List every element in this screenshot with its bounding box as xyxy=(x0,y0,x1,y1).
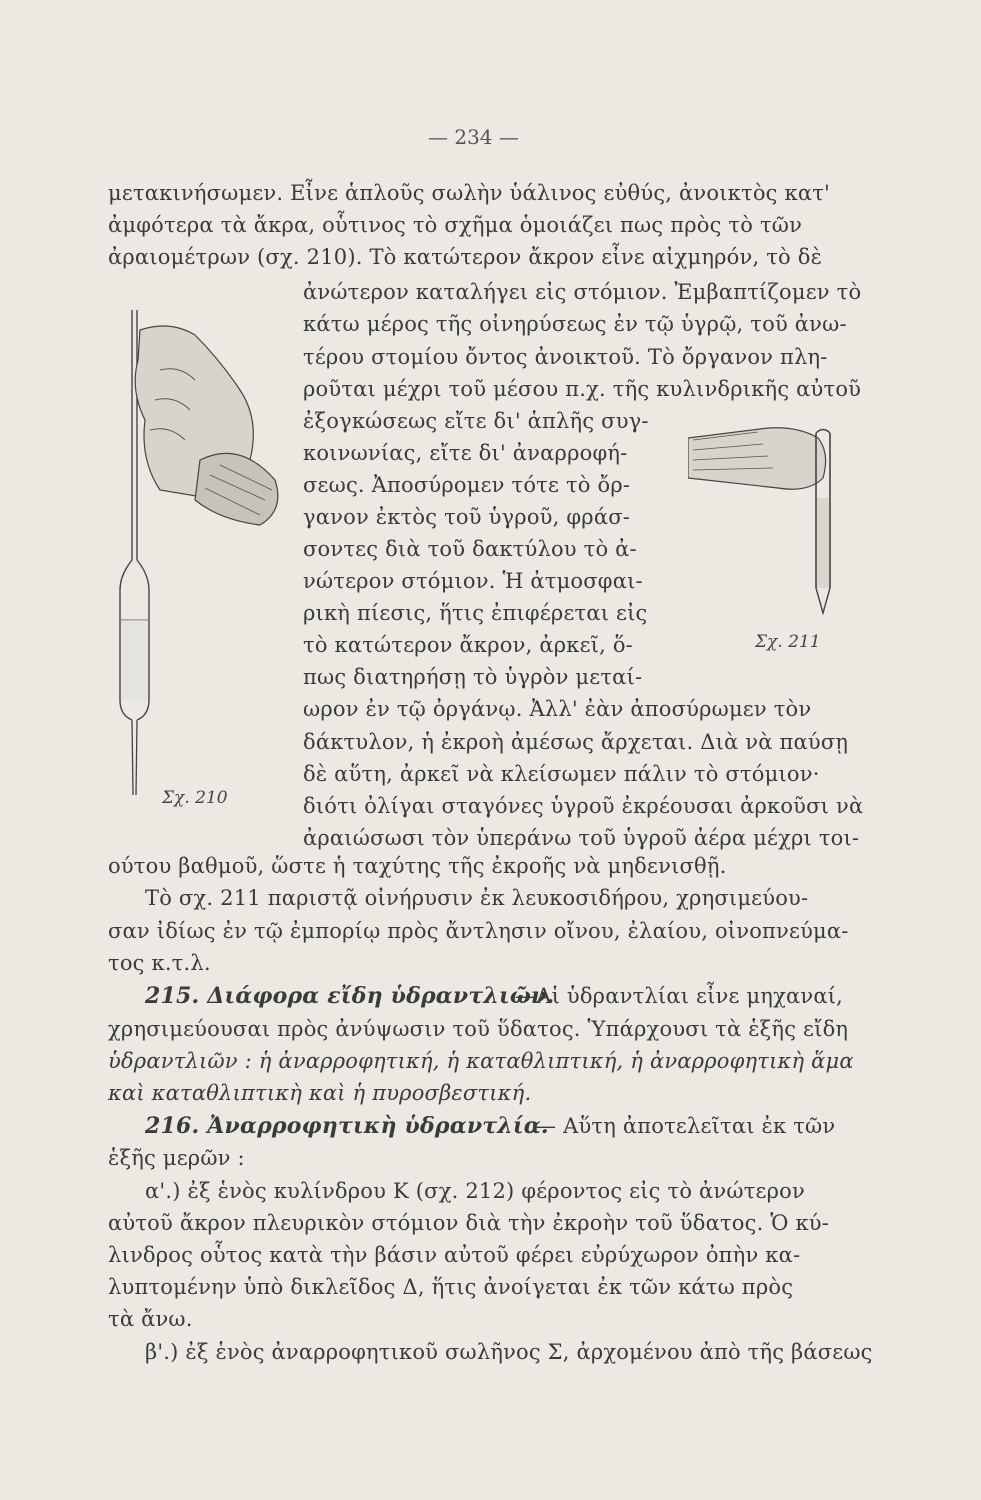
text-line: λινδρος οὗτος κατὰ τὴν βάσιν αὐτοῦ φέρει εὐρύχωρον ὀπὴν κα- xyxy=(108,1243,801,1267)
text-line: —Αἱ ὑδραντλίαι εἶνε μηχαναί, xyxy=(515,984,844,1008)
text-line: σεως. Ἀποσύρομεν τότε τὸ ὄρ- xyxy=(303,473,631,497)
text-line: τὸ κατώτερον ἄκρον, ἀρκεῖ, ὅ- xyxy=(303,633,633,657)
text-line: ἐξογκώσεως εἴτε δι' ἁπλῆς συγ- xyxy=(303,409,649,433)
text-line: κάτω μέρος τῆς οἰνηρύσεως ἐν τῷ ὑγρῷ, τοῦ ἀνω- xyxy=(303,312,847,336)
text-line: πως διατηρήσῃ τὸ ὑγρὸν μεταί- xyxy=(303,665,643,689)
text-line: γανον ἐκτὸς τοῦ ὑγροῦ, φράσ- xyxy=(303,505,631,529)
figure-210-pipette-illustration xyxy=(100,290,300,820)
text-line: — Αὕτη ἀποτελεῖται ἐκ τῶν xyxy=(535,1114,836,1138)
text-line: αὐτοῦ ἄκρον πλευρικὸν στόμιον διὰ τὴν ἐκροὴν τοῦ ὕδατος. Ὁ κύ- xyxy=(108,1211,830,1235)
text-line: ἀμφότερα τὰ ἄκρα, οὗτινος τὸ σχῆμα ὁμοιάζει πως πρὸς τὸ τῶν xyxy=(108,213,803,237)
text-line: ρικὴ πίεσις, ἥτις ἐπιφέρεται εἰς xyxy=(303,601,648,625)
page-number: — 234 — xyxy=(428,125,519,149)
figure-211-wine-thief-illustration xyxy=(688,418,858,628)
text-line: μετακινήσωμεν. Εἶνε ἁπλοῦς σωλὴν ὑάλινος εὐθύς, ἀνοικτὸς κατ' xyxy=(108,181,830,205)
text-line: ροῦται μέχρι τοῦ μέσου π.χ. τῆς κυλινδρικῆς αὐτοῦ xyxy=(303,377,862,401)
text-line: ωρον ἐν τῷ ὀργάνῳ. Ἀλλ' ἐὰν ἀποσύρωμεν τὸν xyxy=(303,697,812,721)
text-line: β'.) ἐξ ἑνὸς ἀναρροφητικοῦ σωλῆνος Σ, ἀρχομένου ἀπὸ τῆς βάσεως xyxy=(145,1340,873,1364)
text-line: σαν ἰδίως ἐν τῷ ἐμπορίῳ πρὸς ἄντλησιν οἴνου, ἐλαίου, οἰνοπνεύμα- xyxy=(108,919,849,943)
text-line: Τὸ σχ. 211 παριστᾷ οἰνήρυσιν ἐκ λευκοσιδήρου, χρησιμεύου- xyxy=(145,886,809,910)
figure-211-caption: Σχ. 211 xyxy=(755,632,821,652)
figure-210-caption: Σχ. 210 xyxy=(162,788,228,808)
section-216-heading: 216. Ἀναρροφητικὴ ὑδραντλία. xyxy=(145,1113,549,1139)
text-line: καὶ καταθλιπτικὴ καὶ ἡ πυροσβεστική. xyxy=(108,1081,532,1105)
text-line: τὰ ἄνω. xyxy=(108,1307,193,1331)
text-line: λυπτομένην ὑπὸ δικλεῖδος Δ, ἥτις ἀνοίγεται ἐκ τῶν κάτω πρὸς xyxy=(108,1275,794,1299)
text-line: νώτερον στόμιον. Ἡ ἀτμοσφαι- xyxy=(303,569,643,593)
text-line: ὑδραντλιῶν : ἡ ἀναρροφητική, ἡ καταθλιπτική, ἡ ἀναρροφητικὴ ἅμα xyxy=(108,1049,854,1073)
text-line: ἑξῆς μερῶν : xyxy=(108,1146,245,1170)
text-line: κοινωνίας, εἴτε δι' ἀναρροφή- xyxy=(303,441,628,465)
text-line: τος κ.τ.λ. xyxy=(108,951,211,975)
text-line: τέρου στομίου ὄντος ἀνοικτοῦ. Τὸ ὄργανον πλη- xyxy=(303,345,828,369)
text-line: ούτου βαθμοῦ, ὥστε ἡ ταχύτης τῆς ἐκροῆς νὰ μηδενισθῇ. xyxy=(108,854,727,878)
text-line: α'.) ἐξ ἑνὸς κυλίνδρου Κ (σχ. 212) φέροντος εἰς τὸ ἀνώτερον xyxy=(145,1179,805,1203)
text-line: ἀραιομέτρων (σχ. 210). Τὸ κατώτερον ἄκρον εἶνε αἰχμηρόν, τὸ δὲ xyxy=(108,245,823,269)
section-215-heading: 215. Διάφορα εἴδη ὑδραντλιῶν. xyxy=(145,983,555,1009)
text-line: δάκτυλον, ἡ ἐκροὴ ἀμέσως ἄρχεται. Διὰ νὰ παύσῃ xyxy=(303,730,849,754)
text-line: δὲ αὕτη, ἀρκεῖ νὰ κλείσωμεν πάλιν τὸ στόμιον· xyxy=(303,762,820,786)
text-line: ἀραιώσωσι τὸν ὑπεράνω τοῦ ὑγροῦ ἀέρα μέχρι τοι- xyxy=(303,826,860,850)
text-line: διότι ὀλίγαι σταγόνες ὑγροῦ ἐκρέουσαι ἀρκοῦσι νὰ xyxy=(303,794,864,818)
text-line: ἀνώτερον καταλήγει εἰς στόμιον. Ἐμβαπτίζομεν τὸ xyxy=(303,280,862,304)
text-line: χρησιμεύουσαι πρὸς ἀνύψωσιν τοῦ ὕδατος. Ὑπάρχουσι τὰ ἑξῆς εἴδη xyxy=(108,1017,849,1041)
text-line: σοντες διὰ τοῦ δακτύλου τὸ ἀ- xyxy=(303,537,637,561)
